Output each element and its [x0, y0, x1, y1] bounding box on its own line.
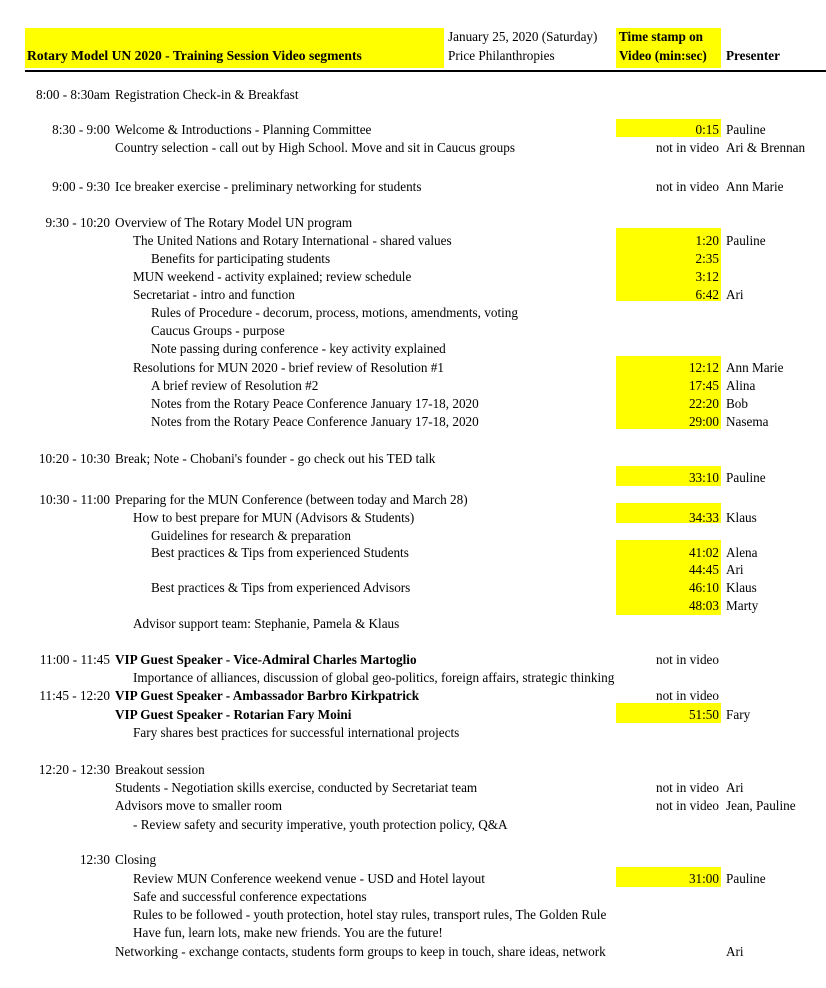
- row-time-range: 12:30: [79, 852, 110, 867]
- row-description: Notes from the Rotary Peace Conference January 17-18, 2020: [151, 396, 479, 411]
- row-description: - Review safety and security imperative, youth protection policy, Q&A: [133, 817, 508, 832]
- row-time-range: 8:00 - 8:30am: [36, 87, 110, 102]
- schedule-row: [0, 870, 826, 888]
- schedule-row: [0, 888, 826, 906]
- row-presenter: Marty: [726, 598, 759, 613]
- schedule-row: [0, 797, 826, 815]
- row-description: Notes from the Rotary Peace Conference January 17-18, 2020: [151, 414, 479, 429]
- row-description: Preparing for the MUN Conference (between today and March 28): [115, 492, 468, 507]
- row-description: VIP Guest Speaker - Ambassador Barbro Kirkpatrick: [115, 688, 420, 703]
- row-description: VIP Guest Speaker - Rotarian Fary Moini: [115, 707, 352, 722]
- row-description: Breakout session: [115, 762, 205, 777]
- row-description: Advisors move to smaller room: [115, 798, 283, 813]
- header-date: January 25, 2020 (Saturday): [448, 29, 598, 44]
- row-video-timestamp: 31:00: [688, 871, 719, 886]
- row-description: Overview of The Rotary Model UN program: [115, 215, 353, 230]
- schedule-row: [0, 139, 826, 157]
- row-video-timestamp: 2:35: [695, 251, 719, 266]
- schedule-row: [0, 579, 826, 597]
- schedule-row: [0, 450, 826, 468]
- row-video-timestamp: 44:45: [688, 562, 719, 577]
- row-description: Best practices & Tips from experienced Advisors: [151, 580, 411, 595]
- row-description: Best practices & Tips from experienced Students: [151, 545, 409, 560]
- schedule-row: [0, 561, 826, 579]
- row-description: Safe and successful conference expectations: [133, 889, 367, 904]
- header-venue: Price Philanthropies: [448, 48, 555, 63]
- schedule-row: [0, 509, 826, 527]
- row-video-timestamp: 22:20: [688, 396, 719, 411]
- schedule-row: [0, 359, 826, 377]
- row-presenter: Ari: [726, 562, 744, 577]
- row-video-timestamp: 0:15: [695, 122, 719, 137]
- row-description: The United Nations and Rotary International - shared values: [133, 233, 452, 248]
- row-description: Advisor support team: Stephanie, Pamela & Klaus: [133, 616, 400, 631]
- row-description: Fary shares best practices for successful international projects: [133, 725, 460, 740]
- row-presenter: Jean, Pauline: [726, 798, 796, 813]
- row-presenter: Pauline: [726, 470, 766, 485]
- row-time-range: 11:45 - 12:20: [39, 688, 110, 703]
- schedule-row: [0, 250, 826, 268]
- schedule-row: [0, 491, 826, 509]
- row-description: Have fun, learn lots, make new friends. You are the future!: [133, 925, 443, 940]
- row-time-range: 10:30 - 11:00: [39, 492, 110, 507]
- row-description: Registration Check-in & Breakfast: [115, 87, 299, 102]
- schedule-row: [0, 779, 826, 797]
- schedule-row: [0, 395, 826, 413]
- schedule-row: [0, 286, 826, 304]
- row-video-timestamp: 51:50: [688, 707, 719, 722]
- row-time-range: 9:30 - 10:20: [45, 215, 110, 230]
- row-description: VIP Guest Speaker - Vice-Admiral Charles Martoglio: [115, 652, 417, 667]
- row-presenter: Pauline: [726, 122, 766, 137]
- row-description: Caucus Groups - purpose: [151, 323, 285, 338]
- row-presenter: Ann Marie: [726, 179, 784, 194]
- row-description: Resolutions for MUN 2020 - brief review of Resolution #1: [133, 360, 444, 375]
- schedule-row: [0, 761, 826, 779]
- schedule-row: [0, 469, 826, 487]
- schedule-row: [0, 377, 826, 395]
- schedule-row: [0, 121, 826, 139]
- row-video-timestamp: 48:03: [688, 598, 719, 613]
- row-description: Importance of alliances, discussion of global geo-politics, foreign affairs, strategic thinking: [133, 670, 615, 685]
- row-description: Ice breaker exercise - preliminary networking for students: [115, 179, 422, 194]
- row-presenter: Klaus: [726, 510, 757, 525]
- schedule-row: [0, 304, 826, 322]
- schedule-row: [0, 178, 826, 196]
- row-description: Students - Negotiation skills exercise, conducted by Secretariat team: [115, 780, 478, 795]
- row-video-timestamp: 6:42: [695, 287, 719, 302]
- schedule-row: [0, 413, 826, 431]
- schedule-row: [0, 851, 826, 869]
- row-description: Review MUN Conference weekend venue - USD and Hotel layout: [133, 871, 485, 886]
- schedule-row: [0, 214, 826, 232]
- schedule-row: [0, 322, 826, 340]
- row-video-timestamp: not in video: [655, 798, 719, 813]
- row-presenter: Ari: [726, 780, 744, 795]
- row-presenter: Fary: [726, 707, 751, 722]
- timestamp-column-header-line2: Video (min:sec): [619, 48, 707, 63]
- schedule-row: [0, 340, 826, 358]
- row-presenter: Alina: [726, 378, 756, 393]
- row-presenter: Bob: [726, 396, 748, 411]
- page-title: Rotary Model UN 2020 - Training Session Video segments: [27, 48, 362, 63]
- row-presenter: Pauline: [726, 871, 766, 886]
- row-presenter: Nasema: [726, 414, 769, 429]
- row-description: Note passing during conference - key activity explained: [151, 341, 446, 356]
- schedule-row: [0, 943, 826, 961]
- schedule-row: [0, 906, 826, 924]
- schedule-row: [0, 669, 826, 687]
- row-presenter: Ann Marie: [726, 360, 784, 375]
- schedule-row: [0, 268, 826, 286]
- schedule-row: [0, 651, 826, 669]
- row-description: Benefits for participating students: [151, 251, 331, 266]
- schedule-row: [0, 816, 826, 834]
- row-video-timestamp: 17:45: [688, 378, 719, 393]
- row-time-range: 8:30 - 9:00: [52, 122, 110, 137]
- row-presenter: Pauline: [726, 233, 766, 248]
- row-video-timestamp: not in video: [655, 780, 719, 795]
- row-description: How to best prepare for MUN (Advisors & Students): [133, 510, 415, 525]
- row-presenter: Ari: [726, 287, 744, 302]
- row-video-timestamp: not in video: [655, 140, 719, 155]
- row-video-timestamp: 34:33: [688, 510, 719, 525]
- schedule-row: [0, 706, 826, 724]
- row-time-range: 9:00 - 9:30: [52, 179, 110, 194]
- schedule-row: [0, 687, 826, 705]
- row-video-timestamp: not in video: [655, 652, 719, 667]
- row-description: Guidelines for research & preparation: [151, 528, 351, 543]
- schedule-row: [0, 597, 826, 615]
- row-time-range: 10:20 - 10:30: [38, 451, 110, 466]
- row-description: Rules of Procedure - decorum, process, motions, amendments, voting: [151, 305, 518, 320]
- row-video-timestamp: 3:12: [695, 269, 719, 284]
- row-video-timestamp: 41:02: [688, 545, 719, 560]
- row-video-timestamp: 33:10: [688, 470, 719, 485]
- row-video-timestamp: 1:20: [695, 233, 719, 248]
- schedule-row: [0, 232, 826, 250]
- row-time-range: 12:20 - 12:30: [38, 762, 110, 777]
- row-description: Closing: [115, 852, 157, 867]
- row-video-timestamp: not in video: [655, 179, 719, 194]
- row-presenter: Klaus: [726, 580, 757, 595]
- schedule-row: [0, 615, 826, 633]
- row-description: Rules to be followed - youth protection, hotel stay rules, transport rules, The Golden Rule: [133, 907, 607, 922]
- row-video-timestamp: 12:12: [688, 360, 719, 375]
- row-description: Secretariat - intro and function: [133, 287, 295, 302]
- row-video-timestamp: not in video: [655, 688, 719, 703]
- row-presenter: Alena: [726, 545, 758, 560]
- row-video-timestamp: 46:10: [688, 580, 719, 595]
- schedule-row: [0, 527, 826, 545]
- schedule-row: [0, 924, 826, 942]
- timestamp-column-header-line1: Time stamp on: [619, 29, 704, 44]
- row-time-range: 11:00 - 11:45: [39, 652, 110, 667]
- row-description: Networking - exchange contacts, students form groups to keep in touch, share ideas, network: [115, 944, 606, 959]
- schedule-row: [0, 86, 826, 104]
- row-description: Break; Note - Chobani's founder - go check out his TED talk: [115, 451, 436, 466]
- row-description: Welcome & Introductions - Planning Committee: [115, 122, 372, 137]
- row-presenter: Ari: [726, 944, 744, 959]
- row-presenter: Ari & Brennan: [726, 140, 806, 155]
- row-description: Country selection - call out by High School. Move and sit in Caucus groups: [115, 140, 515, 155]
- row-video-timestamp: 29:00: [688, 414, 719, 429]
- schedule-row: [0, 544, 826, 562]
- schedule-row: [0, 724, 826, 742]
- row-description: A brief review of Resolution #2: [151, 378, 319, 393]
- presenter-column-header: Presenter: [726, 48, 780, 63]
- row-description: MUN weekend - activity explained; review schedule: [133, 269, 412, 284]
